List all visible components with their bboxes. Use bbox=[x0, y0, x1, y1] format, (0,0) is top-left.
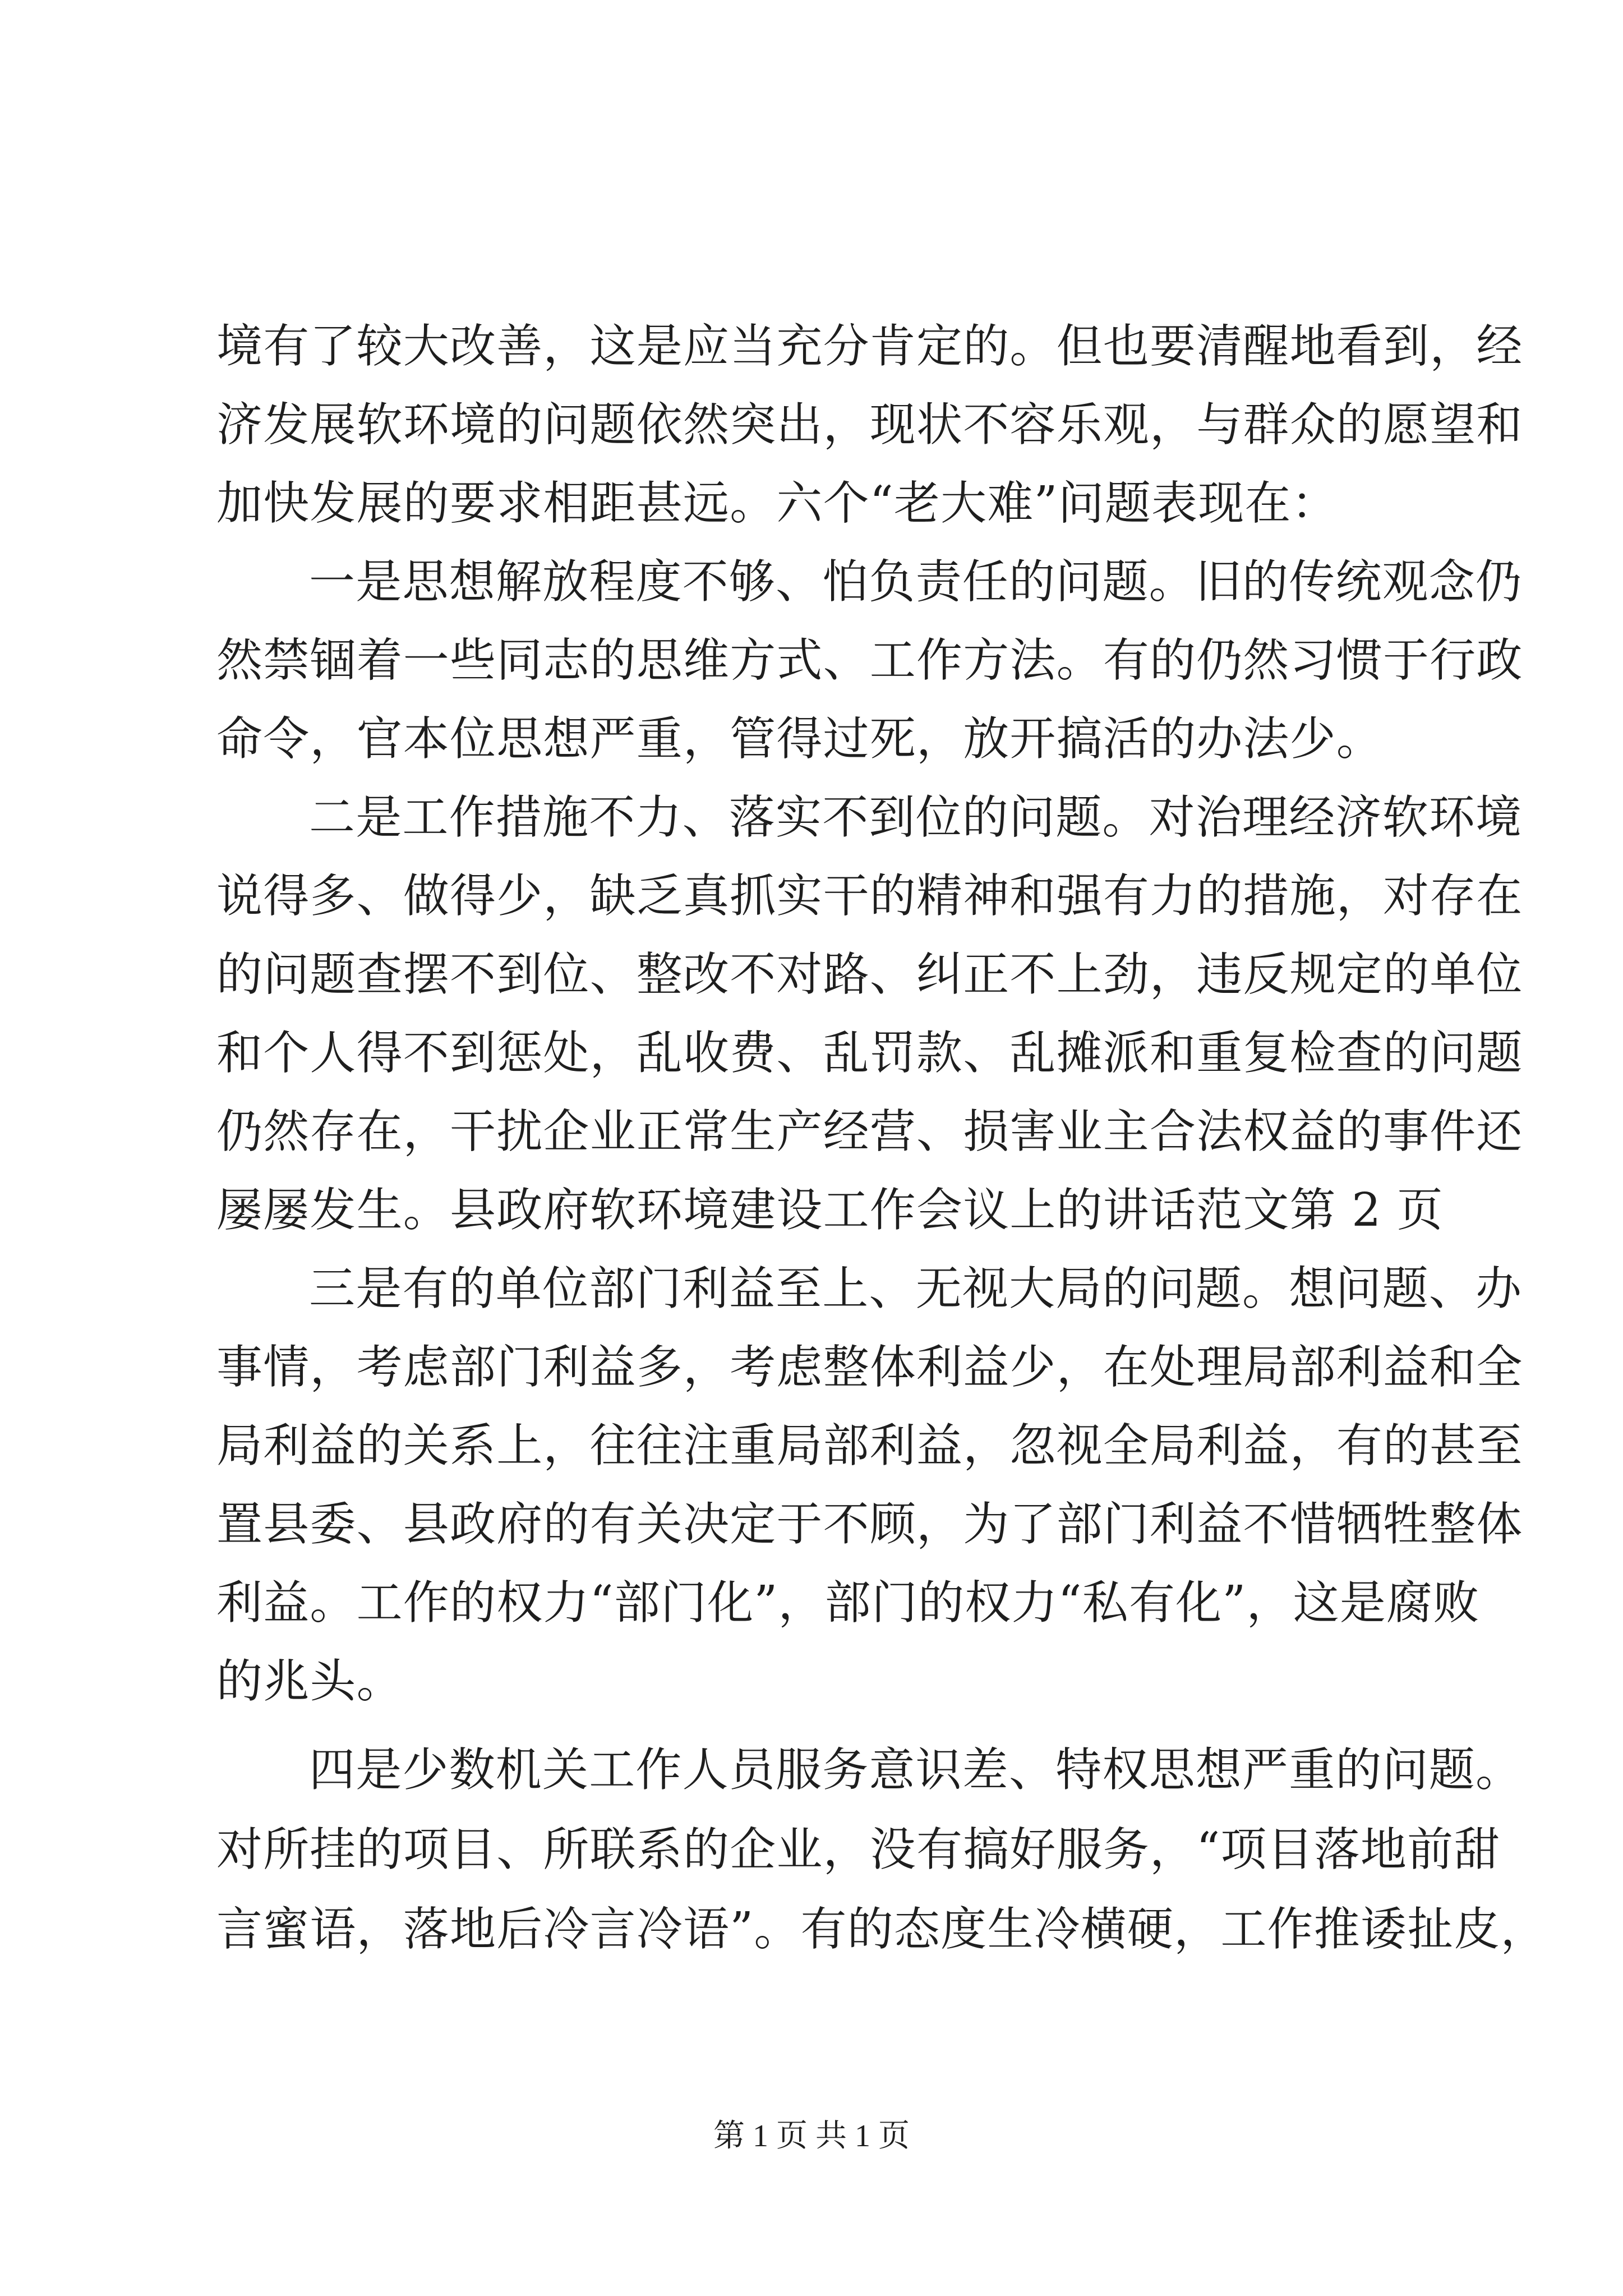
text-line: 和个人得不到惩处，乱收费、乱罚款、乱摊派和重复检查的问题 bbox=[216, 1027, 1523, 1080]
text-line: 屡屡发生。县政府软环境建设工作会议上的讲话范文第 2 页 bbox=[216, 1184, 1444, 1237]
text-line: 利益。工作的权力“部门化”，部门的权力“私有化”，这是腐败 bbox=[216, 1576, 1480, 1630]
text-line: 说得多、做得少，缺乏真抓实干的精神和强有力的措施，对存在 bbox=[216, 869, 1523, 923]
body-text bbox=[216, 307, 1547, 2046]
text-line: 然禁锢着一些同志的思维方式、工作方法。有的仍然习惯于行政 bbox=[216, 634, 1523, 687]
text-line: 四是少数机关工作人员服务意识差、特权思想严重的问题。 bbox=[309, 1743, 1523, 1797]
text-line: 的兆头。 bbox=[216, 1655, 403, 1708]
text-line: 局利益的关系上，往往注重局部利益，忽视全局利益，有的甚至 bbox=[216, 1419, 1523, 1473]
text-line: 加快发展的要求相距甚远。六个“老大难”问题表现在： bbox=[216, 477, 1338, 530]
text-line: 三是有的单位部门利益至上、无视大局的问题。想问题、办 bbox=[309, 1262, 1523, 1315]
text-line: 二是工作措施不力、落实不到位的问题。对治理经济软环境 bbox=[309, 791, 1523, 844]
page-number-footer: 第 1 页 共 1 页 bbox=[713, 2119, 910, 2154]
text-line: 命令，官本位思想严重，管得过死，放开搞活的办法少。 bbox=[216, 712, 1384, 766]
text-line: 对所挂的项目、所联系的企业，没有搞好服务，“项目落地前甜 bbox=[216, 1823, 1501, 1876]
text-line: 仍然存在，干扰企业正常生产经营、损害业主合法权益的事件还 bbox=[216, 1105, 1523, 1158]
text-line: 置县委、县政府的有关决定于不顾，为了部门利益不惜牺牲整体 bbox=[216, 1498, 1523, 1551]
text-line: 一是思想解放程度不够、怕负责任的问题。旧的传统观念仍 bbox=[309, 555, 1523, 609]
text-line: 言蜜语，落地后冷言冷语”。有的态度生冷横硬，工作推诿扯皮， bbox=[216, 1903, 1547, 1956]
text-line: 济发展软环境的问题依然突出，现状不容乐观，与群众的愿望和 bbox=[216, 398, 1523, 452]
text-line: 的问题查摆不到位、整改不对路、纠正不上劲，违反规定的单位 bbox=[216, 948, 1523, 1001]
text-line: 境有了较大改善，这是应当充分肯定的。但也要清醒地看到，经 bbox=[216, 320, 1523, 373]
text-line: 事情，考虑部门利益多，考虑整体利益少，在处理局部利益和全 bbox=[216, 1341, 1523, 1394]
